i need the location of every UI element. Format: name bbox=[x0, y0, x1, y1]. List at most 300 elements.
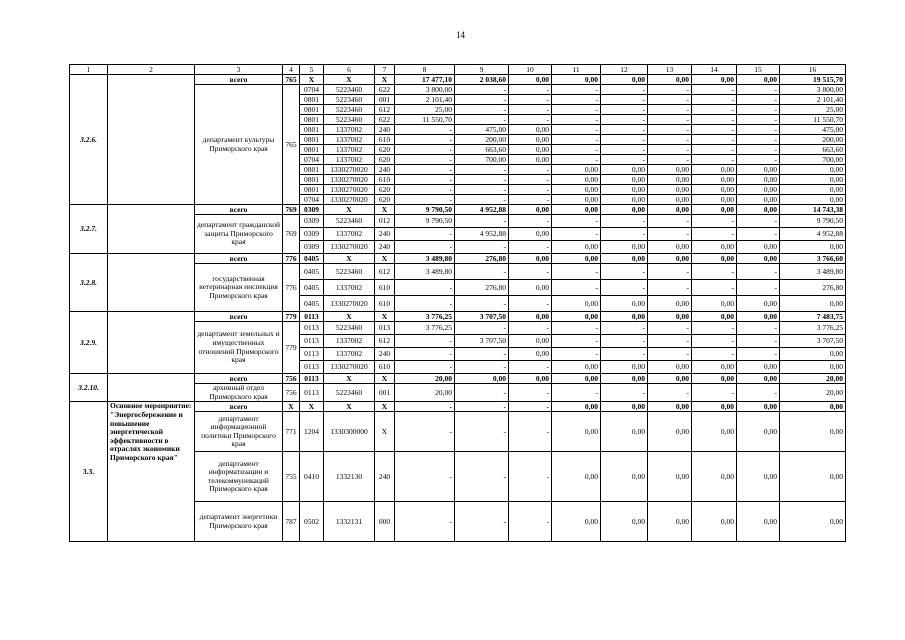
data-cell: - bbox=[395, 175, 455, 185]
data-cell: - bbox=[737, 384, 780, 402]
data-cell: 0309 bbox=[300, 228, 324, 241]
total-cell: 0,00 bbox=[509, 75, 552, 85]
data-cell: - bbox=[509, 322, 552, 335]
data-cell: - bbox=[455, 241, 509, 254]
data-cell: - bbox=[509, 95, 552, 105]
data-cell: 1337002 bbox=[324, 348, 375, 361]
data-cell: 1337002 bbox=[324, 155, 375, 165]
total-cell: 0,00 bbox=[737, 205, 780, 215]
data-cell: - bbox=[648, 384, 692, 402]
total-cell: 3 766,60 bbox=[780, 254, 846, 264]
section-code: 3.2.6. bbox=[70, 75, 108, 205]
data-cell: 787 bbox=[283, 502, 300, 542]
data-cell: 620 bbox=[375, 195, 395, 205]
column-number: 12 bbox=[601, 65, 648, 75]
data-cell: - bbox=[509, 185, 552, 195]
data-cell: 0,00 bbox=[552, 195, 601, 205]
column-number: 13 bbox=[648, 65, 692, 75]
data-cell: 5223460 bbox=[324, 322, 375, 335]
data-cell: 0,00 bbox=[780, 195, 846, 205]
column-number: 3 bbox=[195, 65, 283, 75]
data-cell: 2 101,40 bbox=[780, 95, 846, 105]
organization-name: департамент энергетики Приморского края bbox=[195, 502, 283, 542]
total-cell: 0,00 bbox=[552, 374, 601, 384]
data-cell: 0,00 bbox=[692, 296, 737, 312]
total-cell: 0,00 bbox=[648, 205, 692, 215]
data-cell: 25,00 bbox=[780, 105, 846, 115]
data-cell: - bbox=[648, 322, 692, 335]
total-cell: - bbox=[395, 402, 455, 412]
data-cell: 0,00 bbox=[692, 175, 737, 185]
organization-name: департамент информатизации и телекоммуникаций Приморского края bbox=[195, 452, 283, 502]
data-cell: - bbox=[601, 280, 648, 296]
data-cell: - bbox=[601, 264, 648, 280]
data-cell: - bbox=[648, 125, 692, 135]
data-cell: X bbox=[375, 412, 395, 452]
data-cell: 0,00 bbox=[601, 185, 648, 195]
data-cell: 25,00 bbox=[395, 105, 455, 115]
total-cell: всего bbox=[195, 254, 283, 264]
data-cell: 620 bbox=[375, 185, 395, 195]
organization-code: 776 bbox=[283, 264, 300, 312]
data-cell: - bbox=[737, 95, 780, 105]
total-cell: 0,00 bbox=[692, 402, 737, 412]
data-cell: - bbox=[737, 135, 780, 145]
data-cell: - bbox=[509, 215, 552, 228]
total-cell: 0,00 bbox=[737, 75, 780, 85]
section-code: 3.2.7. bbox=[70, 205, 108, 254]
data-cell: 0,00 bbox=[601, 502, 648, 542]
data-cell: 0,00 bbox=[737, 412, 780, 452]
data-cell: 0,00 bbox=[648, 165, 692, 175]
data-cell: - bbox=[455, 452, 509, 502]
data-cell: 663,60 bbox=[780, 145, 846, 155]
data-cell: 0,00 bbox=[509, 280, 552, 296]
data-cell: - bbox=[737, 280, 780, 296]
total-cell: 0,00 bbox=[737, 402, 780, 412]
data-cell: 0,00 bbox=[601, 175, 648, 185]
data-cell: 5223460 bbox=[324, 105, 375, 115]
data-cell: - bbox=[692, 264, 737, 280]
table-body bbox=[70, 75, 846, 542]
page-number: 14 bbox=[456, 30, 465, 40]
column-number: 7 bbox=[375, 65, 395, 75]
data-cell: - bbox=[648, 95, 692, 105]
data-cell: - bbox=[692, 228, 737, 241]
data-cell: 610 bbox=[375, 296, 395, 312]
data-cell: - bbox=[552, 105, 601, 115]
data-cell: 700,00 bbox=[780, 155, 846, 165]
data-cell: 610 bbox=[375, 135, 395, 145]
data-cell: 20,00 bbox=[780, 384, 846, 402]
data-cell: - bbox=[455, 195, 509, 205]
data-cell: - bbox=[648, 155, 692, 165]
data-cell: 0,00 bbox=[692, 502, 737, 542]
data-cell: - bbox=[552, 228, 601, 241]
empty-cell bbox=[108, 75, 195, 205]
data-cell: - bbox=[737, 145, 780, 155]
data-cell: 0,00 bbox=[552, 185, 601, 195]
column-number: 4 bbox=[283, 65, 300, 75]
data-cell: - bbox=[395, 135, 455, 145]
data-cell: 620 bbox=[375, 145, 395, 155]
data-cell: 0801 bbox=[300, 145, 324, 155]
total-cell: X bbox=[324, 374, 375, 384]
data-cell: - bbox=[648, 335, 692, 348]
data-cell: - bbox=[395, 195, 455, 205]
data-cell: 0,00 bbox=[648, 241, 692, 254]
data-cell: 9 790,50 bbox=[395, 215, 455, 228]
data-cell: 1337002 bbox=[324, 335, 375, 348]
total-cell: X bbox=[324, 254, 375, 264]
data-cell: 0405 bbox=[300, 264, 324, 280]
data-cell: 0,00 bbox=[648, 175, 692, 185]
data-cell: 0801 bbox=[300, 175, 324, 185]
data-cell: 0,00 bbox=[601, 452, 648, 502]
data-cell: 0704 bbox=[300, 195, 324, 205]
organization-code: 779 bbox=[283, 322, 300, 374]
data-cell: 0,00 bbox=[692, 412, 737, 452]
data-cell: 0801 bbox=[300, 95, 324, 105]
total-cell: X bbox=[375, 312, 395, 322]
data-cell: 1330270020 bbox=[324, 185, 375, 195]
total-cell: 0,00 bbox=[780, 402, 846, 412]
data-cell: 0,00 bbox=[552, 361, 601, 374]
total-cell: всего bbox=[195, 75, 283, 85]
data-cell: 0801 bbox=[300, 105, 324, 115]
data-cell: 0,00 bbox=[601, 361, 648, 374]
data-cell: 0,00 bbox=[552, 175, 601, 185]
data-cell: - bbox=[395, 165, 455, 175]
data-cell: 3 800,00 bbox=[780, 85, 846, 95]
data-cell: - bbox=[455, 412, 509, 452]
data-cell: 276,80 bbox=[455, 280, 509, 296]
data-cell: 0,00 bbox=[692, 195, 737, 205]
total-cell: 0,00 bbox=[601, 402, 648, 412]
total-cell: 0,00 bbox=[601, 374, 648, 384]
total-cell: 0,00 bbox=[737, 254, 780, 264]
data-cell: - bbox=[395, 280, 455, 296]
data-cell: 0,00 bbox=[552, 165, 601, 175]
data-cell: 3 707,50 bbox=[780, 335, 846, 348]
data-cell: - bbox=[737, 115, 780, 125]
total-cell: 0,00 bbox=[601, 75, 648, 85]
total-cell: - bbox=[455, 402, 509, 412]
data-cell: 1330300000 bbox=[324, 412, 375, 452]
total-cell: X bbox=[300, 75, 324, 85]
data-cell: 0,00 bbox=[737, 296, 780, 312]
organization-name: государственная ветеринарная инспекция Приморского края bbox=[195, 264, 283, 312]
data-cell: 475,00 bbox=[455, 125, 509, 135]
data-cell: 0,00 bbox=[692, 185, 737, 195]
data-cell: - bbox=[692, 384, 737, 402]
data-cell: 0,00 bbox=[780, 412, 846, 452]
data-cell: 1337002 bbox=[324, 145, 375, 155]
total-cell: 0,00 bbox=[455, 374, 509, 384]
data-cell: 3 776,25 bbox=[395, 322, 455, 335]
data-cell: 0,00 bbox=[601, 296, 648, 312]
total-cell: X bbox=[375, 205, 395, 215]
data-cell: - bbox=[395, 361, 455, 374]
data-cell: 1330270020 bbox=[324, 165, 375, 175]
organization-code: 765 bbox=[283, 85, 300, 205]
data-cell: 0,00 bbox=[780, 502, 846, 542]
total-cell: 0,00 bbox=[648, 254, 692, 264]
data-cell: - bbox=[552, 95, 601, 105]
total-cell: 776 bbox=[283, 254, 300, 264]
data-cell: - bbox=[455, 502, 509, 542]
section-total-row bbox=[70, 205, 846, 215]
total-cell: 0,00 bbox=[601, 205, 648, 215]
total-cell: 0,00 bbox=[552, 205, 601, 215]
data-cell: 755 bbox=[283, 452, 300, 502]
data-cell: 3 776,25 bbox=[780, 322, 846, 335]
column-number: 5 bbox=[300, 65, 324, 75]
data-cell: 612 bbox=[375, 335, 395, 348]
data-cell: 610 bbox=[375, 280, 395, 296]
total-cell: 0,00 bbox=[648, 402, 692, 412]
data-cell: 610 bbox=[375, 361, 395, 374]
data-cell: 0,00 bbox=[780, 241, 846, 254]
budget-table bbox=[69, 64, 846, 542]
data-cell: - bbox=[552, 145, 601, 155]
total-cell: 276,80 bbox=[455, 254, 509, 264]
data-cell: - bbox=[455, 215, 509, 228]
section-code: 3.3. bbox=[70, 402, 108, 542]
data-cell: 0,00 bbox=[509, 155, 552, 165]
data-cell: - bbox=[455, 105, 509, 115]
data-cell: 240 bbox=[375, 228, 395, 241]
data-cell: 5223460 bbox=[324, 215, 375, 228]
data-cell: 3 707,50 bbox=[455, 335, 509, 348]
data-cell: 663,60 bbox=[455, 145, 509, 155]
data-cell: 0704 bbox=[300, 85, 324, 95]
organization-code: 769 bbox=[283, 215, 300, 254]
data-cell: - bbox=[455, 322, 509, 335]
data-cell: 1330270020 bbox=[324, 175, 375, 185]
total-cell: 0,00 bbox=[509, 205, 552, 215]
total-cell: всего bbox=[195, 374, 283, 384]
total-cell: 19 515,70 bbox=[780, 75, 846, 85]
total-cell: 765 bbox=[283, 75, 300, 85]
data-cell: - bbox=[648, 145, 692, 155]
total-cell: 14 743,38 bbox=[780, 205, 846, 215]
data-cell: - bbox=[737, 348, 780, 361]
organization-name: департамент культуры Приморского края bbox=[195, 85, 283, 205]
data-cell: - bbox=[552, 322, 601, 335]
data-cell: 0,00 bbox=[552, 452, 601, 502]
data-cell: - bbox=[552, 115, 601, 125]
data-cell: 240 bbox=[375, 452, 395, 502]
data-cell: 0,00 bbox=[552, 241, 601, 254]
data-cell: 0,00 bbox=[509, 145, 552, 155]
data-cell: 0,00 bbox=[648, 412, 692, 452]
total-cell: 0,00 bbox=[509, 254, 552, 264]
data-cell: 0801 bbox=[300, 185, 324, 195]
data-cell: - bbox=[552, 384, 601, 402]
total-cell: 0,00 bbox=[737, 312, 780, 322]
data-cell: 012 bbox=[375, 215, 395, 228]
data-cell: 0801 bbox=[300, 135, 324, 145]
data-cell: 0,00 bbox=[780, 185, 846, 195]
total-cell: 3 776,25 bbox=[395, 312, 455, 322]
data-cell: 0,00 bbox=[648, 502, 692, 542]
data-cell: 0,00 bbox=[552, 412, 601, 452]
total-cell: всего bbox=[195, 402, 283, 412]
data-cell: 0,00 bbox=[737, 502, 780, 542]
data-cell: 0113 bbox=[300, 322, 324, 335]
data-cell: - bbox=[601, 125, 648, 135]
data-cell: - bbox=[648, 105, 692, 115]
total-cell: 7 483,75 bbox=[780, 312, 846, 322]
data-cell: - bbox=[737, 155, 780, 165]
data-cell: 001 bbox=[375, 384, 395, 402]
column-number: 9 bbox=[455, 65, 509, 75]
data-cell: - bbox=[552, 215, 601, 228]
total-cell: 0,00 bbox=[692, 205, 737, 215]
column-number: 14 bbox=[692, 65, 737, 75]
data-cell: 240 bbox=[375, 241, 395, 254]
data-cell: 276,80 bbox=[780, 280, 846, 296]
total-cell: 0,00 bbox=[737, 374, 780, 384]
data-cell: 5223460 bbox=[324, 264, 375, 280]
total-cell: X bbox=[375, 374, 395, 384]
data-cell: - bbox=[648, 264, 692, 280]
data-cell: - bbox=[455, 384, 509, 402]
data-cell: 013 bbox=[375, 322, 395, 335]
data-cell: 0,00 bbox=[780, 296, 846, 312]
data-cell: - bbox=[648, 85, 692, 95]
data-cell: 0,00 bbox=[509, 228, 552, 241]
data-cell: 475,00 bbox=[780, 125, 846, 135]
data-cell: 0,00 bbox=[692, 361, 737, 374]
organization-name: департамент земельных и имущественных отношений Приморского края bbox=[195, 322, 283, 374]
data-cell: - bbox=[648, 215, 692, 228]
total-cell: X bbox=[375, 254, 395, 264]
data-cell: - bbox=[395, 228, 455, 241]
total-cell: 2 038,60 bbox=[455, 75, 509, 85]
data-cell: - bbox=[601, 155, 648, 165]
data-cell: 0,00 bbox=[648, 296, 692, 312]
data-cell: 4 952,88 bbox=[455, 228, 509, 241]
data-cell: - bbox=[395, 452, 455, 502]
data-cell: - bbox=[395, 502, 455, 542]
data-cell: - bbox=[552, 280, 601, 296]
data-cell: 1330270020 bbox=[324, 241, 375, 254]
data-cell: - bbox=[601, 135, 648, 145]
data-cell: 0405 bbox=[300, 296, 324, 312]
data-cell: 3 489,80 bbox=[395, 264, 455, 280]
data-cell: - bbox=[395, 145, 455, 155]
data-cell: - bbox=[509, 175, 552, 185]
data-cell: 0,00 bbox=[648, 185, 692, 195]
data-cell: 001 bbox=[375, 95, 395, 105]
data-cell: - bbox=[509, 195, 552, 205]
data-cell: 1330270020 bbox=[324, 195, 375, 205]
organization-name: департамент гражданской защиты Приморского края bbox=[195, 215, 283, 254]
total-cell: 0,00 bbox=[601, 254, 648, 264]
data-cell: - bbox=[601, 95, 648, 105]
data-cell: 0,00 bbox=[601, 165, 648, 175]
data-cell: 0801 bbox=[300, 165, 324, 175]
data-cell: 1337002 bbox=[324, 280, 375, 296]
total-cell: X bbox=[375, 75, 395, 85]
total-cell: 0,00 bbox=[648, 75, 692, 85]
data-cell: - bbox=[455, 95, 509, 105]
data-cell: 1337002 bbox=[324, 135, 375, 145]
data-cell: 0,00 bbox=[780, 165, 846, 175]
data-cell: - bbox=[601, 322, 648, 335]
data-cell: 9 790,50 bbox=[780, 215, 846, 228]
data-cell: 0,00 bbox=[552, 502, 601, 542]
data-cell: 5223460 bbox=[324, 95, 375, 105]
data-cell: 612 bbox=[375, 105, 395, 115]
data-cell: - bbox=[737, 264, 780, 280]
empty-cell bbox=[108, 205, 195, 254]
data-cell: 200,00 bbox=[780, 135, 846, 145]
total-cell: X bbox=[300, 402, 324, 412]
column-number: 1 bbox=[70, 65, 108, 75]
data-cell: 0,00 bbox=[601, 241, 648, 254]
organization-name: департамент информационной политики Приморского края bbox=[195, 412, 283, 452]
total-cell: 3 707,50 bbox=[455, 312, 509, 322]
data-cell: - bbox=[455, 175, 509, 185]
column-number: 15 bbox=[737, 65, 780, 75]
total-cell: 756 bbox=[283, 374, 300, 384]
section-total-row bbox=[70, 402, 846, 412]
data-cell: - bbox=[552, 85, 601, 95]
organization-code: 756 bbox=[283, 384, 300, 402]
data-cell: - bbox=[395, 155, 455, 165]
data-cell: 622 bbox=[375, 85, 395, 95]
data-cell: 0,00 bbox=[509, 335, 552, 348]
empty-cell bbox=[108, 312, 195, 374]
data-cell: 240 bbox=[375, 348, 395, 361]
data-cell: 0113 bbox=[300, 348, 324, 361]
data-cell: - bbox=[601, 384, 648, 402]
data-cell: - bbox=[692, 115, 737, 125]
data-cell: 240 bbox=[375, 165, 395, 175]
section-total-row bbox=[70, 75, 846, 85]
data-cell: - bbox=[395, 241, 455, 254]
data-cell: 0,00 bbox=[509, 135, 552, 145]
data-cell: - bbox=[737, 85, 780, 95]
total-cell: 17 477,10 bbox=[395, 75, 455, 85]
data-cell: 0,00 bbox=[780, 175, 846, 185]
total-cell: 0,00 bbox=[552, 402, 601, 412]
data-cell: 1332130 bbox=[324, 452, 375, 502]
data-cell: - bbox=[455, 361, 509, 374]
data-cell: 0,00 bbox=[692, 452, 737, 502]
data-cell: 771 bbox=[283, 412, 300, 452]
data-cell: 0704 bbox=[300, 155, 324, 165]
data-cell: - bbox=[648, 280, 692, 296]
data-cell: - bbox=[692, 105, 737, 115]
data-cell: - bbox=[692, 145, 737, 155]
data-cell: - bbox=[692, 335, 737, 348]
total-cell: 0,00 bbox=[552, 75, 601, 85]
data-cell: - bbox=[692, 348, 737, 361]
total-cell: - bbox=[509, 402, 552, 412]
data-cell: 0,00 bbox=[601, 412, 648, 452]
data-cell: - bbox=[395, 185, 455, 195]
data-cell: 0,00 bbox=[780, 348, 846, 361]
data-cell: 0,00 bbox=[601, 195, 648, 205]
data-cell: - bbox=[509, 264, 552, 280]
data-cell: - bbox=[509, 502, 552, 542]
column-number: 6 bbox=[324, 65, 375, 75]
data-cell: 0,00 bbox=[737, 165, 780, 175]
